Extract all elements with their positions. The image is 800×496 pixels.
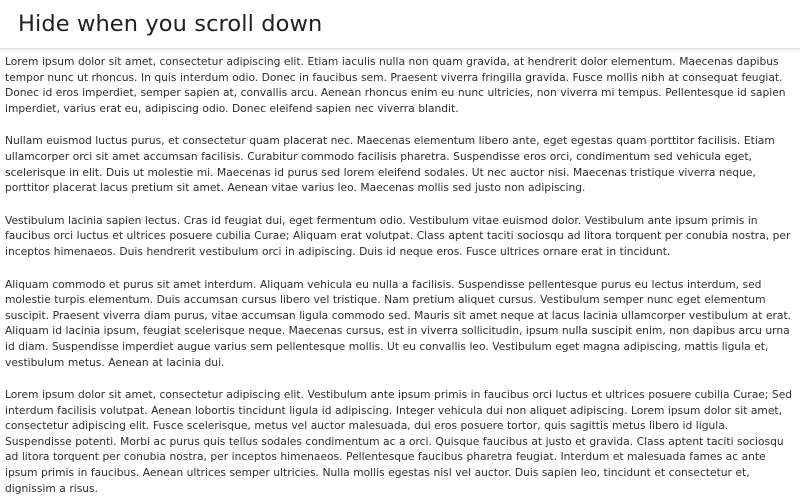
- page-header-inner: [0, 0, 800, 48]
- paragraph: Vestibulum lacinia sapien lectus. Cras id feugiat dui, eget fermentum odio. Vestibulum vitae euismod dolor. Vestibulum ante ipsum primis in faucibus orci luctus et ultrices posuere cubilia Curae; Aliquam erat volutpat. Class aptent taciti sociosqu ad litora torquent per conubia nostra, per inceptos himenaeos. Duis hendrerit vestibulum orci in adipiscing. Duis id neque eros. Fusce ultrices ornare erat in tincidunt.: [5, 213, 791, 258]
- paragraph: Lorem ipsum dolor sit amet, consectetur adipiscing elit. Etiam iaculis nulla non quam gravida, at hendrerit dolor elementum. Maecenas dapibus tempor nunc ut rhoncus. In quis interdum odio. Donec in faucibus sem. Praesent viverra fringilla gravida. Fusce mollis nibh at consequat feugiat. Donec id eros imperdiet, semper sapien at, convallis arcu. Aenean rhoncus enim eu nunc ultricies, non viverra mi tempus. Pellentesque id sapien imperdiet, varius erat eu, adipiscing odio. Donec eleifend sapien nec viverra blandit.: [5, 55, 786, 115]
- paragraph: Aliquam commodo et purus sit amet interdum. Aliquam vehicula eu nulla a facilisis. Suspendisse pellentesque purus eu lectus interdum, sed molestie turpis elementum. Duis accumsan cursus libero vel tristique. Nam pretium aliquet cursus. Vestibulum semper nunc eget elementum suscipit. Praesent viverra diam purus, vitae accumsan ligula commodo sed. Mauris sit amet neque at lacus lacinia ullamcorper vestibulum at erat. Aliquam id lacinia ipsum, feugiat scelerisque neque. Maecenas cursus, est in viverra sollicitudin, ipsum nulla suscipit enim, non dapibus arcu urna id diam. Suspendisse imperdiet augue varius sem pellentesque mollis. Ut eu convallis leo. Vestibulum eget magna adipiscing, mattis ligula et, vestibulum metus. Aenean at lacinia dui.: [5, 277, 792, 369]
- page-header: [0, 0, 800, 48]
- paragraph: Nullam euismod luctus purus, et consectetur quam placerat nec. Maecenas elementum libero ante, eget egestas quam porttitor facilisis. Etiam ullamcorper orci sit amet accumsan facilisis. Curabitur commodo facilisis pharetra. Suspendisse eros orci, condimentum sed vehicula eget, scelerisque in elit. Duis ut molestie mi. Maecenas id purus sed lorem eleifend sodales. Ut nec auctor nisi. Maecenas tristique viverra neque, porttitor placerat lacus pretium sit amet. Aenean vitae varius leo. Maecenas mollis sed justo non adipiscing.: [5, 134, 775, 195]
- paragraph: Lorem ipsum dolor sit amet, consectetur adipiscing elit. Vestibulum ante ipsum primis in faucibus orci luctus et ultrices posuere cubilia Curae; Sed interdum facilisis volutpat. Aenean lobortis tincidunt ligula id adipiscing. Integer vehicula dui non aliquet adipiscing. Lorem ipsum dolor sit amet, consectetur adipiscing elit. Fusce scelerisque, metus vel auctor malesuada, dui eros posuere tortor, quis sagittis metus libero id ligula. Suspendisse potenti. Morbi ac purus quis tellus sodales condimentum ac a orci. Quisque faucibus at justo et gravida. Class aptent taciti sociosqu ad litora torquent per conubia nostra, per inceptos himenaeos. Pellentesque faucibus pharetra feugiat. Interdum et malesuada fames ac ante ipsum primis in faucibus. Aenean ultrices semper ultricies. Nulla mollis egestas nisl vel auctor. Duis sapien leo, tincidunt et consectetur et, dignissim a risus.: [5, 388, 793, 495]
- article-content: [0, 54, 800, 496]
- page-title: Hide when you scroll down: [18, 11, 323, 37]
